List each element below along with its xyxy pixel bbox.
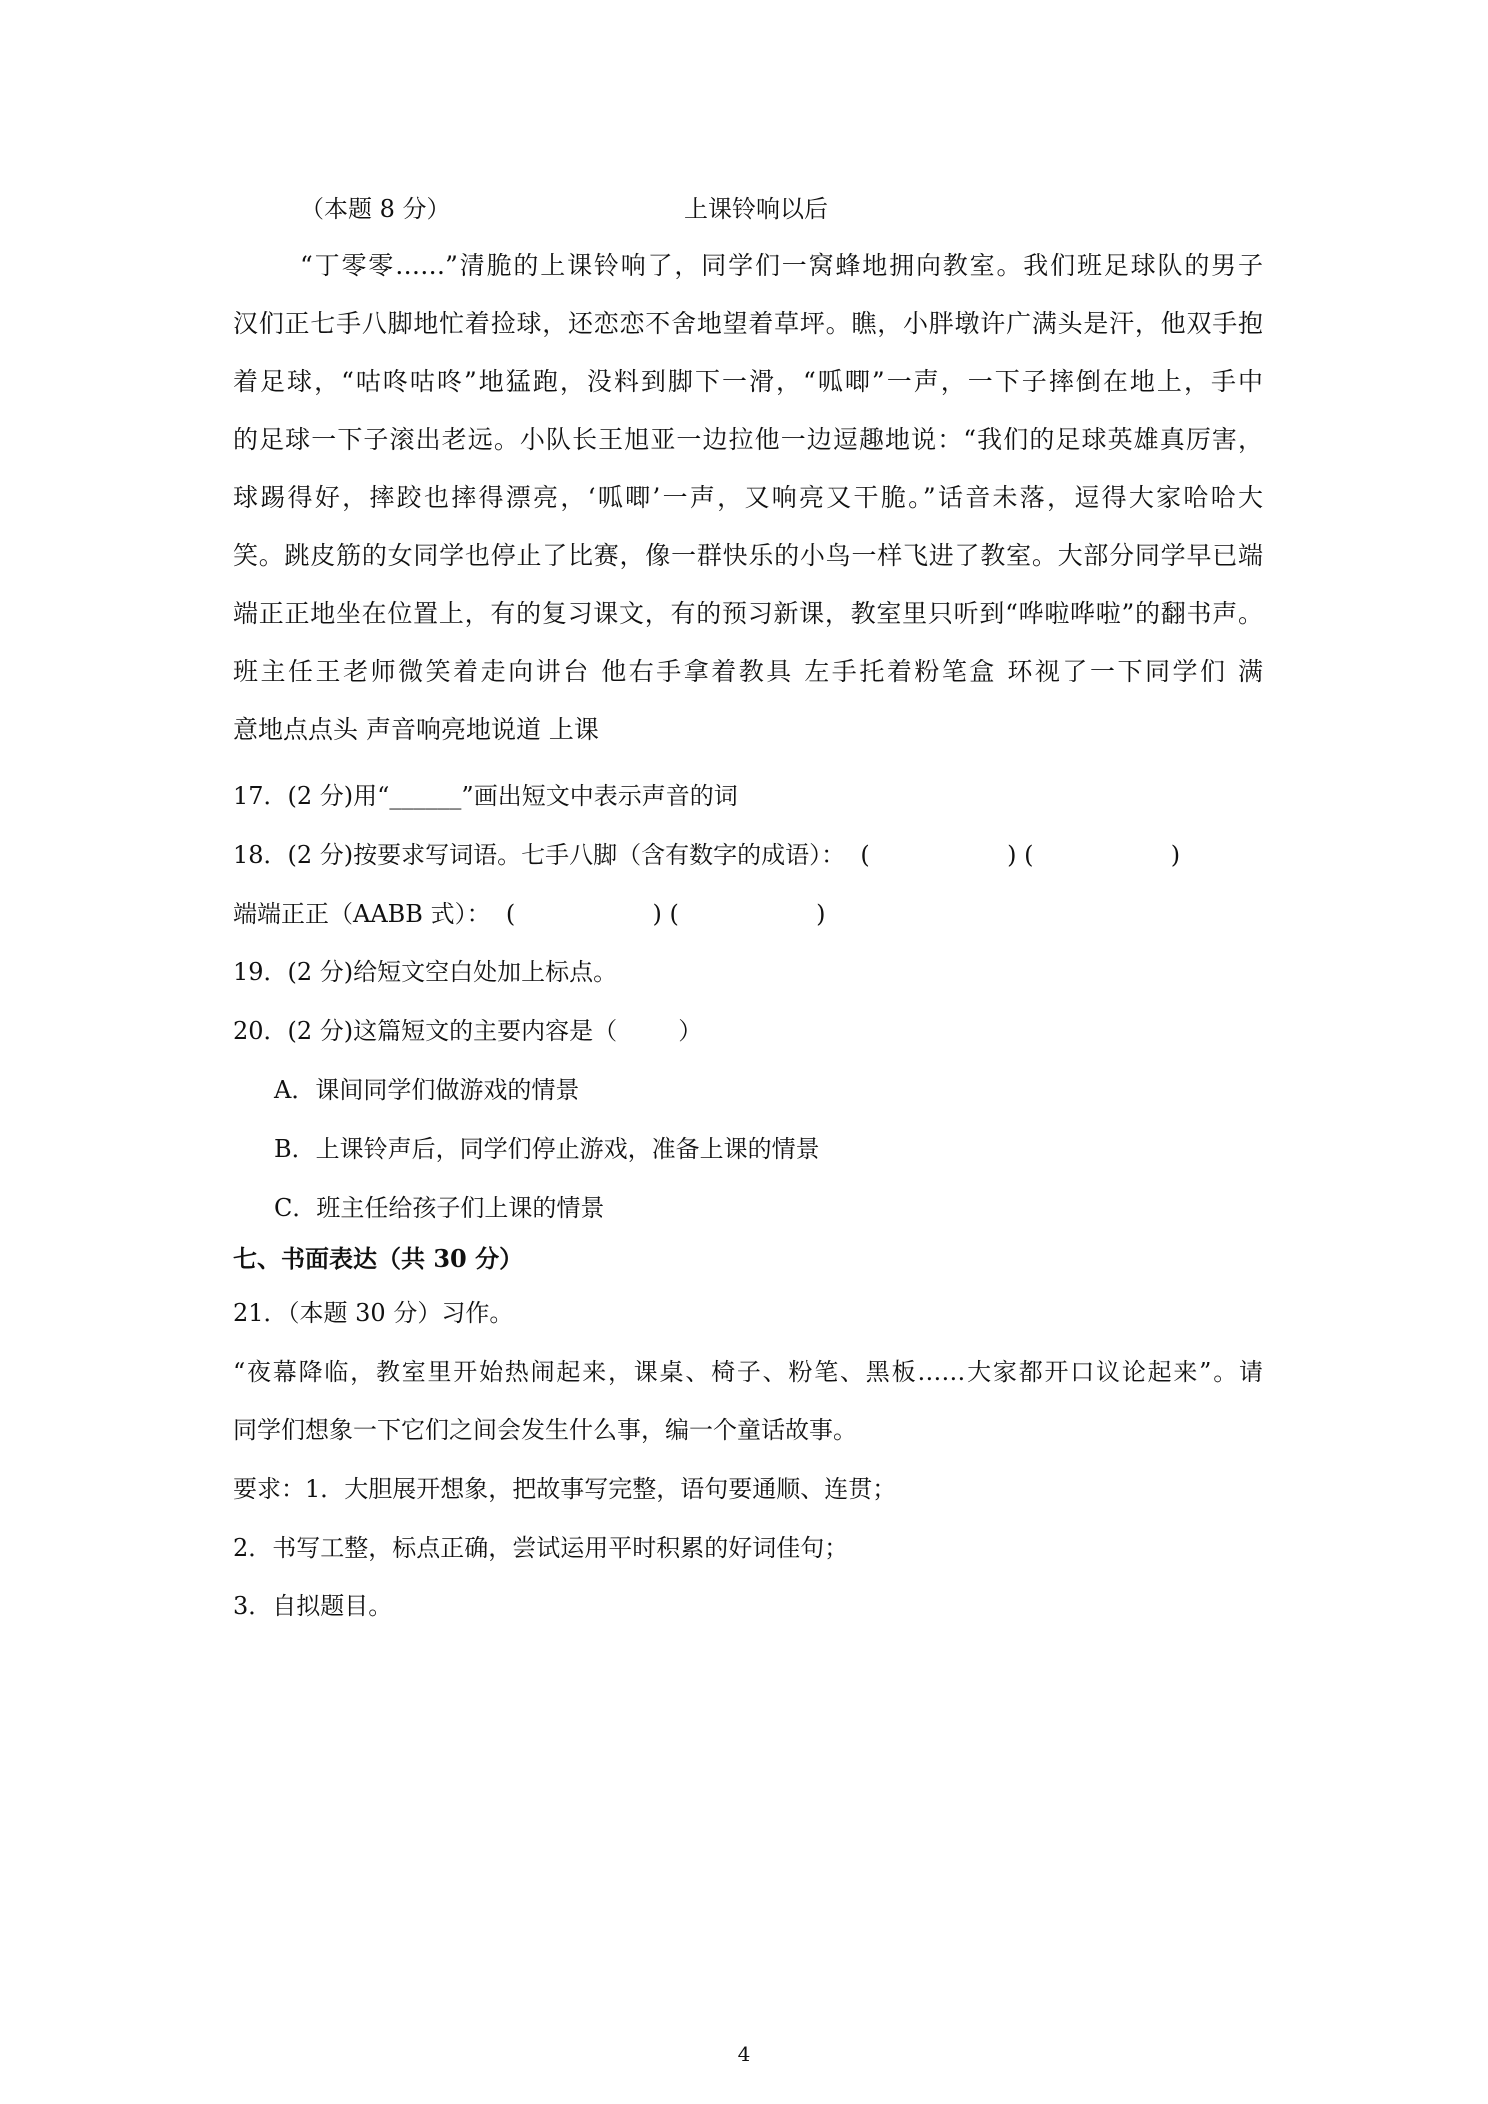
question-18-line-2: 端端正正（AABB 式）： ( ) ( ) [233,900,826,928]
reading-score-note: （本题 8 分） [300,195,451,223]
page-number: 4 [737,2042,751,2066]
question-20-option-c: C．班主任给孩子们上课的情景 [274,1194,605,1222]
question-20-option-a: A．课间同学们做游戏的情景 [274,1076,580,1104]
passage-line: 球踢得好，摔跤也摔得漂亮，‘呱唧’一声，又响亮又干脆。”话音未落，逗得大家哈哈大 [233,483,1263,512]
passage-line: 笑。跳皮筋的女同学也停止了比赛，像一群快乐的小鸟一样飞进了教室。大部分同学早已端 [233,541,1263,570]
writing-prompt-line-1: “夜幕降临，教室里开始热闹起来，课桌、椅子、粉笔、黑板……大家都开口议论起来”。请 [233,1358,1263,1386]
question-19: 19．(2 分)给短文空白处加上标点。 [233,958,618,986]
question-20: 20．(2 分)这篇短文的主要内容是（ ） [233,1017,703,1045]
writing-requirement-1: 要求：1．大胆展开想象，把故事写完整，语句要通顺、连贯； [233,1475,897,1503]
question-17: 17．(2 分)用“______”画出短文中表示声音的词 [233,782,738,810]
writing-requirement-2: 2．书写工整，标点正确，尝试运用平时积累的好词佳句； [233,1534,849,1562]
writing-prompt-line-2: 同学们想象一下它们之间会发生什么事，编一个童话故事。 [233,1416,857,1444]
passage-line: 班主任王老师微笑着走向讲台 他右手拿着教具 左手托着粉笔盒 环视了一下同学们 满 [233,657,1263,686]
passage-line: 端正正地坐在位置上，有的复习课文，有的预习新课，教室里只听到“哗啦哗啦”的翻书声。 [233,599,1263,628]
passage-line: 着足球，“咕咚咕咚”地猛跑，没料到脚下一滑，“呱唧”一声，一下子摔倒在地上，手中 [233,367,1263,396]
question-20-option-b: B．上课铃声后，同学们停止游戏，准备上课的情景 [274,1135,820,1163]
passage-line: “丁零零……”清脆的上课铃响了，同学们一窝蜂地拥向教室。我们班足球队的男子 [300,251,1263,280]
section-title-writing: 七、书面表达（共 30 分） [233,1244,524,1273]
passage-line: 意地点点头 声音响亮地说道 上课 [233,715,599,744]
question-18-line-1: 18．(2 分)按要求写词语。七手八脚（含有数字的成语）： ( ) ( ) [233,841,1181,869]
passage-title: 上课铃响以后 [684,195,828,223]
passage-line: 的足球一下子滚出老远。小队长王旭亚一边拉他一边逗趣地说：“我们的足球英雄真厉害， [233,425,1263,454]
question-21: 21．（本题 30 分）习作。 [233,1299,514,1327]
passage-line: 汉们正七手八脚地忙着捡球，还恋恋不舍地望着草坪。瞧，小胖墩许广满头是汗，他双手抱 [233,309,1263,338]
writing-requirement-3: 3．自拟题目。 [233,1592,393,1620]
